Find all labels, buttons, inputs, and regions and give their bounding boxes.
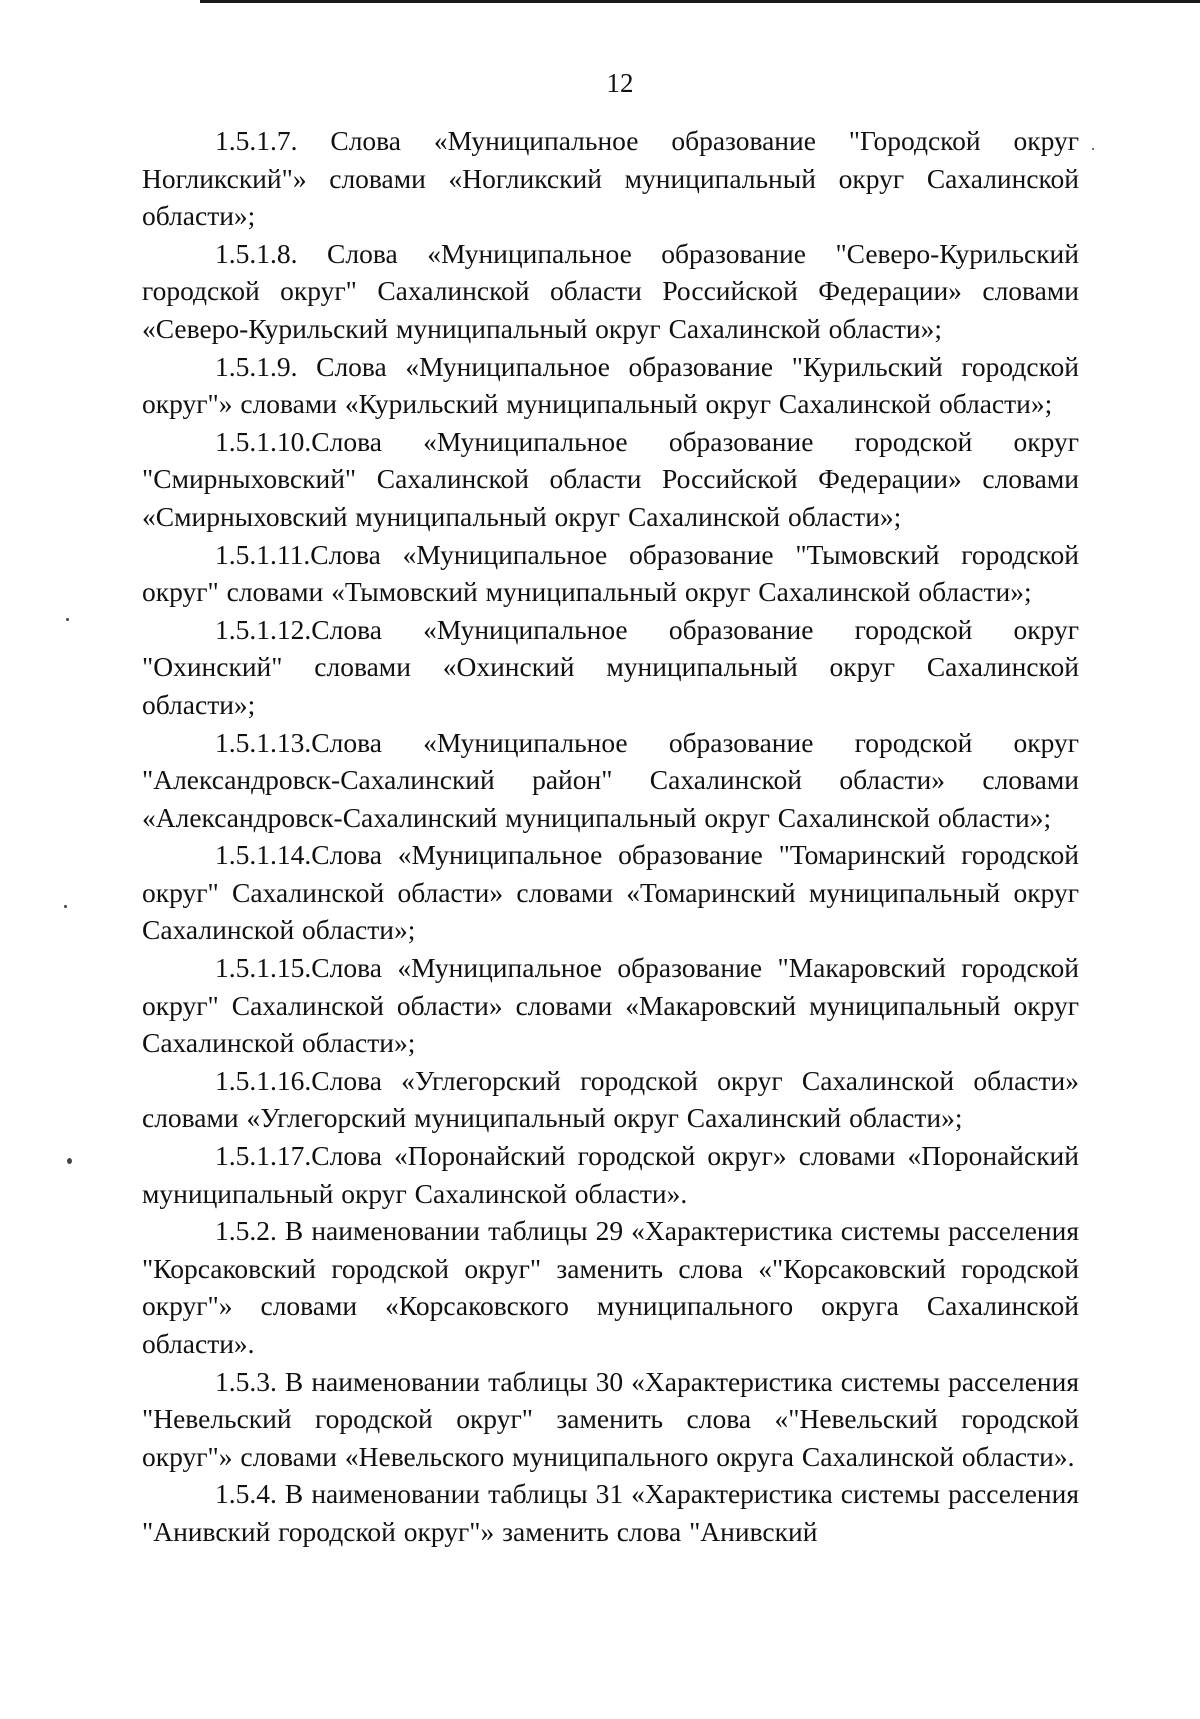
paragraph-1-5-1-14: 1.5.1.14.Слова «Муниципальное образование "Томаринский городской округ" Сахалинской области» словами «Томаринский муниципальный округ Сахалинской области»; (142, 839, 1079, 946)
page-number: 12 (606, 68, 634, 98)
scan-top-border (200, 0, 1200, 3)
paragraph-1-5-2: 1.5.2. В наименовании таблицы 29 «Характеристика системы расселения "Корсаковский городской округ" заменить слова «"Корсаковский городской округ"» словами «Корсаковского муниципального округа Сахалинской области». (142, 1215, 1079, 1359)
paragraph-1-5-1-16: 1.5.1.16.Слова «Углегорский городской округ Сахалинской области» словами «Углегорский муниципальный округ Сахалинский области»; (142, 1064, 1079, 1134)
paragraph-1-5-1-15: 1.5.1.15.Слова «Муниципальное образование "Макаровский городской округ" Сахалинской области» словами «Макаровский муниципальный округ Сахалинской области»; (142, 952, 1079, 1059)
paragraph-1-5-1-13: 1.5.1.13.Слова «Муниципальное образование городской округ "Александровск-Сахалинский район" Сахалинской области» словами «Александровск-Сахалинский муниципальный округ Сахалинской области»; (142, 726, 1079, 833)
paragraph-1-5-1-17: 1.5.1.17.Слова «Поронайский городской округ» словами «Поронайский муниципальный округ Сахалинской области». (142, 1140, 1079, 1209)
scan-speck (66, 618, 69, 621)
scan-speck (67, 1158, 72, 1164)
paragraph-1-5-3: 1.5.3. В наименовании таблицы 30 «Характеристика системы расселения "Невельский городской округ" заменить слова «"Невельский городской округ"» словами «Невельского муниципального округа Сахалинской области». (142, 1365, 1079, 1472)
document-body (142, 122, 1079, 1551)
paragraph-1-5-1-7: 1.5.1.7. Слова «Муниципальное образование "Городской округ Ногликский"» словами «Ногликский муниципальный округ Сахалинской области»; (142, 125, 1079, 232)
paragraph-1-5-1-11: 1.5.1.11.Слова «Муниципальное образование "Тымовский городской округ" словами «Тымовский муниципальный округ Сахалинской области»; (142, 538, 1079, 608)
paragraph-1-5-1-8: 1.5.1.8. Слова «Муниципальное образование "Северо-Курильский городской округ" Сахалинской области Российской Федерации» словами «Северо-Курильский муниципальный округ Сахалинской области»; (142, 237, 1079, 344)
scan-speck (1092, 148, 1094, 150)
paragraph-1-5-1-12: 1.5.1.12.Слова «Муниципальное образование городской округ "Охинский" словами «Охинский муниципальный округ Сахалинской области»; (142, 613, 1079, 720)
paragraph-1-5-1-9: 1.5.1.9. Слова «Муниципальное образование "Курильский городской округ"» словами «Курильский муниципальный округ Сахалинской области»; (142, 350, 1079, 420)
paragraph-1-5-1-10: 1.5.1.10.Слова «Муниципальное образование городской округ "Смирныховский" Сахалинской области Российской Федерации» словами «Смирныховский муниципальный округ Сахалинской области»; (142, 425, 1079, 532)
scan-speck (64, 905, 67, 908)
paragraph-1-5-4: 1.5.4. В наименовании таблицы 31 «Характеристика системы расселения "Анивский городской округ"» заменить слова "Анивский (142, 1478, 1079, 1547)
